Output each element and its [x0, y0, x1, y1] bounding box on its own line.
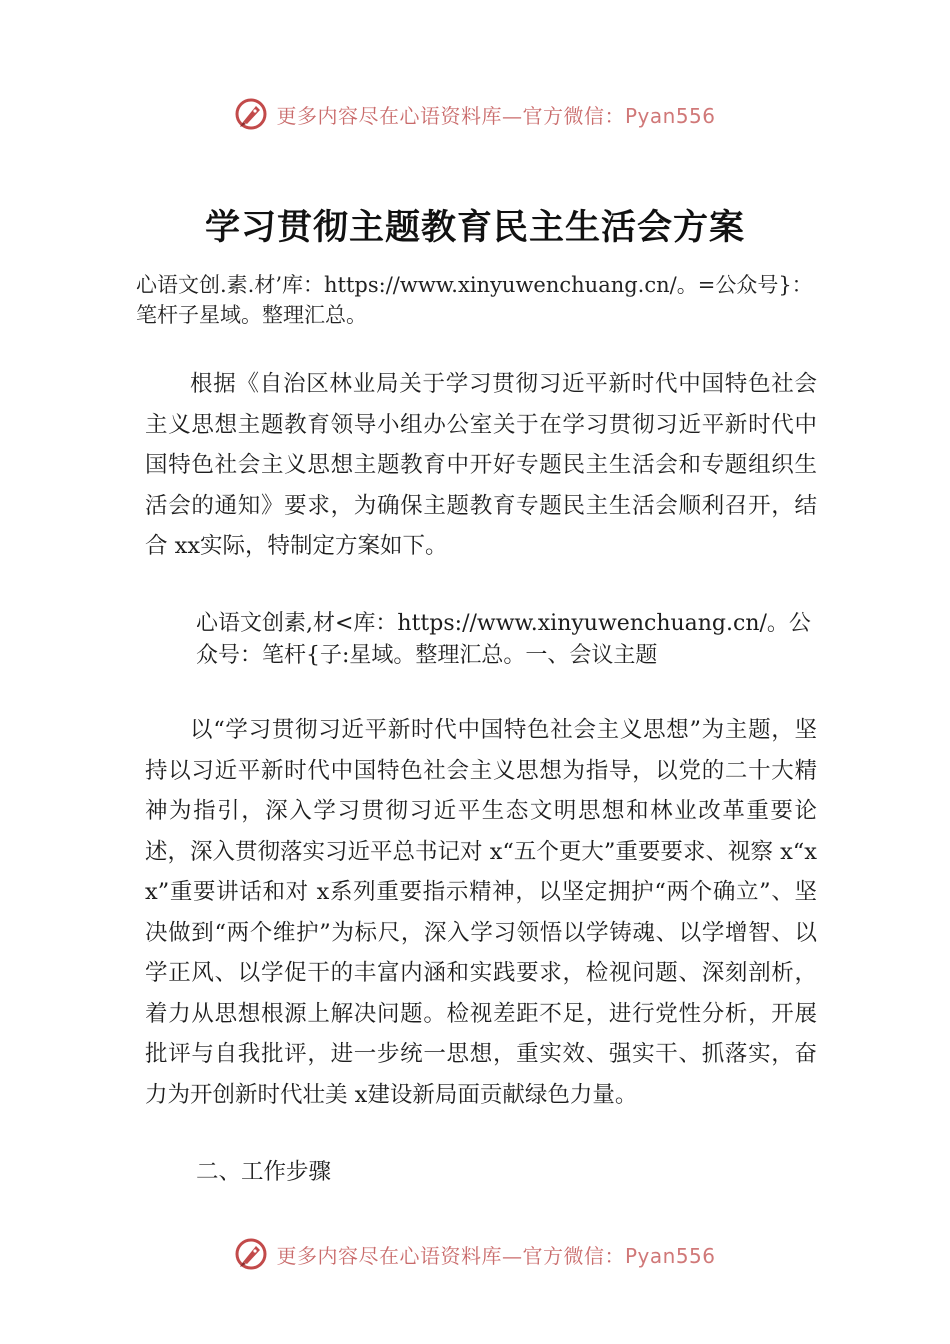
banner-text: 更多内容尽在心语资料库—官方微信：Pyan556 — [276, 1243, 716, 1268]
footer-watermark-banner — [0, 1232, 950, 1276]
section1-body: 以“学习贯彻习近平新时代中国特色社会主义思想”为主题，坚持以习近平新时代中国特色社会主义思想为指导，以党的二十大精神为指引，深入学习贯彻习近平生态文明思想和林业改革重要论述，深入贯彻落实习近平总书记对 x“五个更大”重要要求、视察 x“xx”重要讲话和对 x系列重要指示精神，以坚定拥护“两个确立”、坚决做到“两个维护”为标尺，深入学习领悟以学铸魂、以学增智、以学正风、以学促干的丰富内涵和实践要求，检视问题、深刻剖析，着力从思想根源上解决问题。检视差距不足，进行党性分析，开展批评与自我批评，进一步统一思想，重实效、强实干、抓落实，奋力为开创新时代壮美 x建设新局面贡献绿色力量。 — [145, 717, 817, 1108]
wechat-id: Pyan556 — [624, 1243, 716, 1268]
section2-heading: 二、工作步骤 — [196, 1159, 332, 1185]
source-note: 心语文创.素.材’库：https://www.xinyuwenchuang.cn/。=公众号}：笔杆子星域。整理汇总。 — [136, 273, 813, 327]
pen-nib-logo-icon — [234, 97, 268, 131]
source-note-2: 心语文创素,材<库：https://www.xinyuwenchuang.cn/。公众号：笔杆{子:星域。整理汇总。一、会议主题 — [196, 611, 811, 668]
intro-paragraph: 根据《自治区林业局关于学习贯彻习近平新时代中国特色社会主义思想主题教育领导小组办公室关于在学习贯彻习近平新时代中国特色社会主义思想主题教育中开好专题民主生活会和专题组织生活会的通知》要求，为确保主题教育专题民主生活会顺利召开，结合 xx实际，特制定方案如下。 — [145, 371, 817, 559]
pen-nib-logo-icon — [234, 1237, 268, 1271]
wechat-id: Pyan556 — [624, 103, 716, 128]
document-title: 学习贯彻主题教育民主生活会方案 — [204, 207, 745, 248]
banner-text: 更多内容尽在心语资料库—官方微信：Pyan556 — [276, 103, 716, 128]
header-watermark-banner — [0, 92, 950, 136]
